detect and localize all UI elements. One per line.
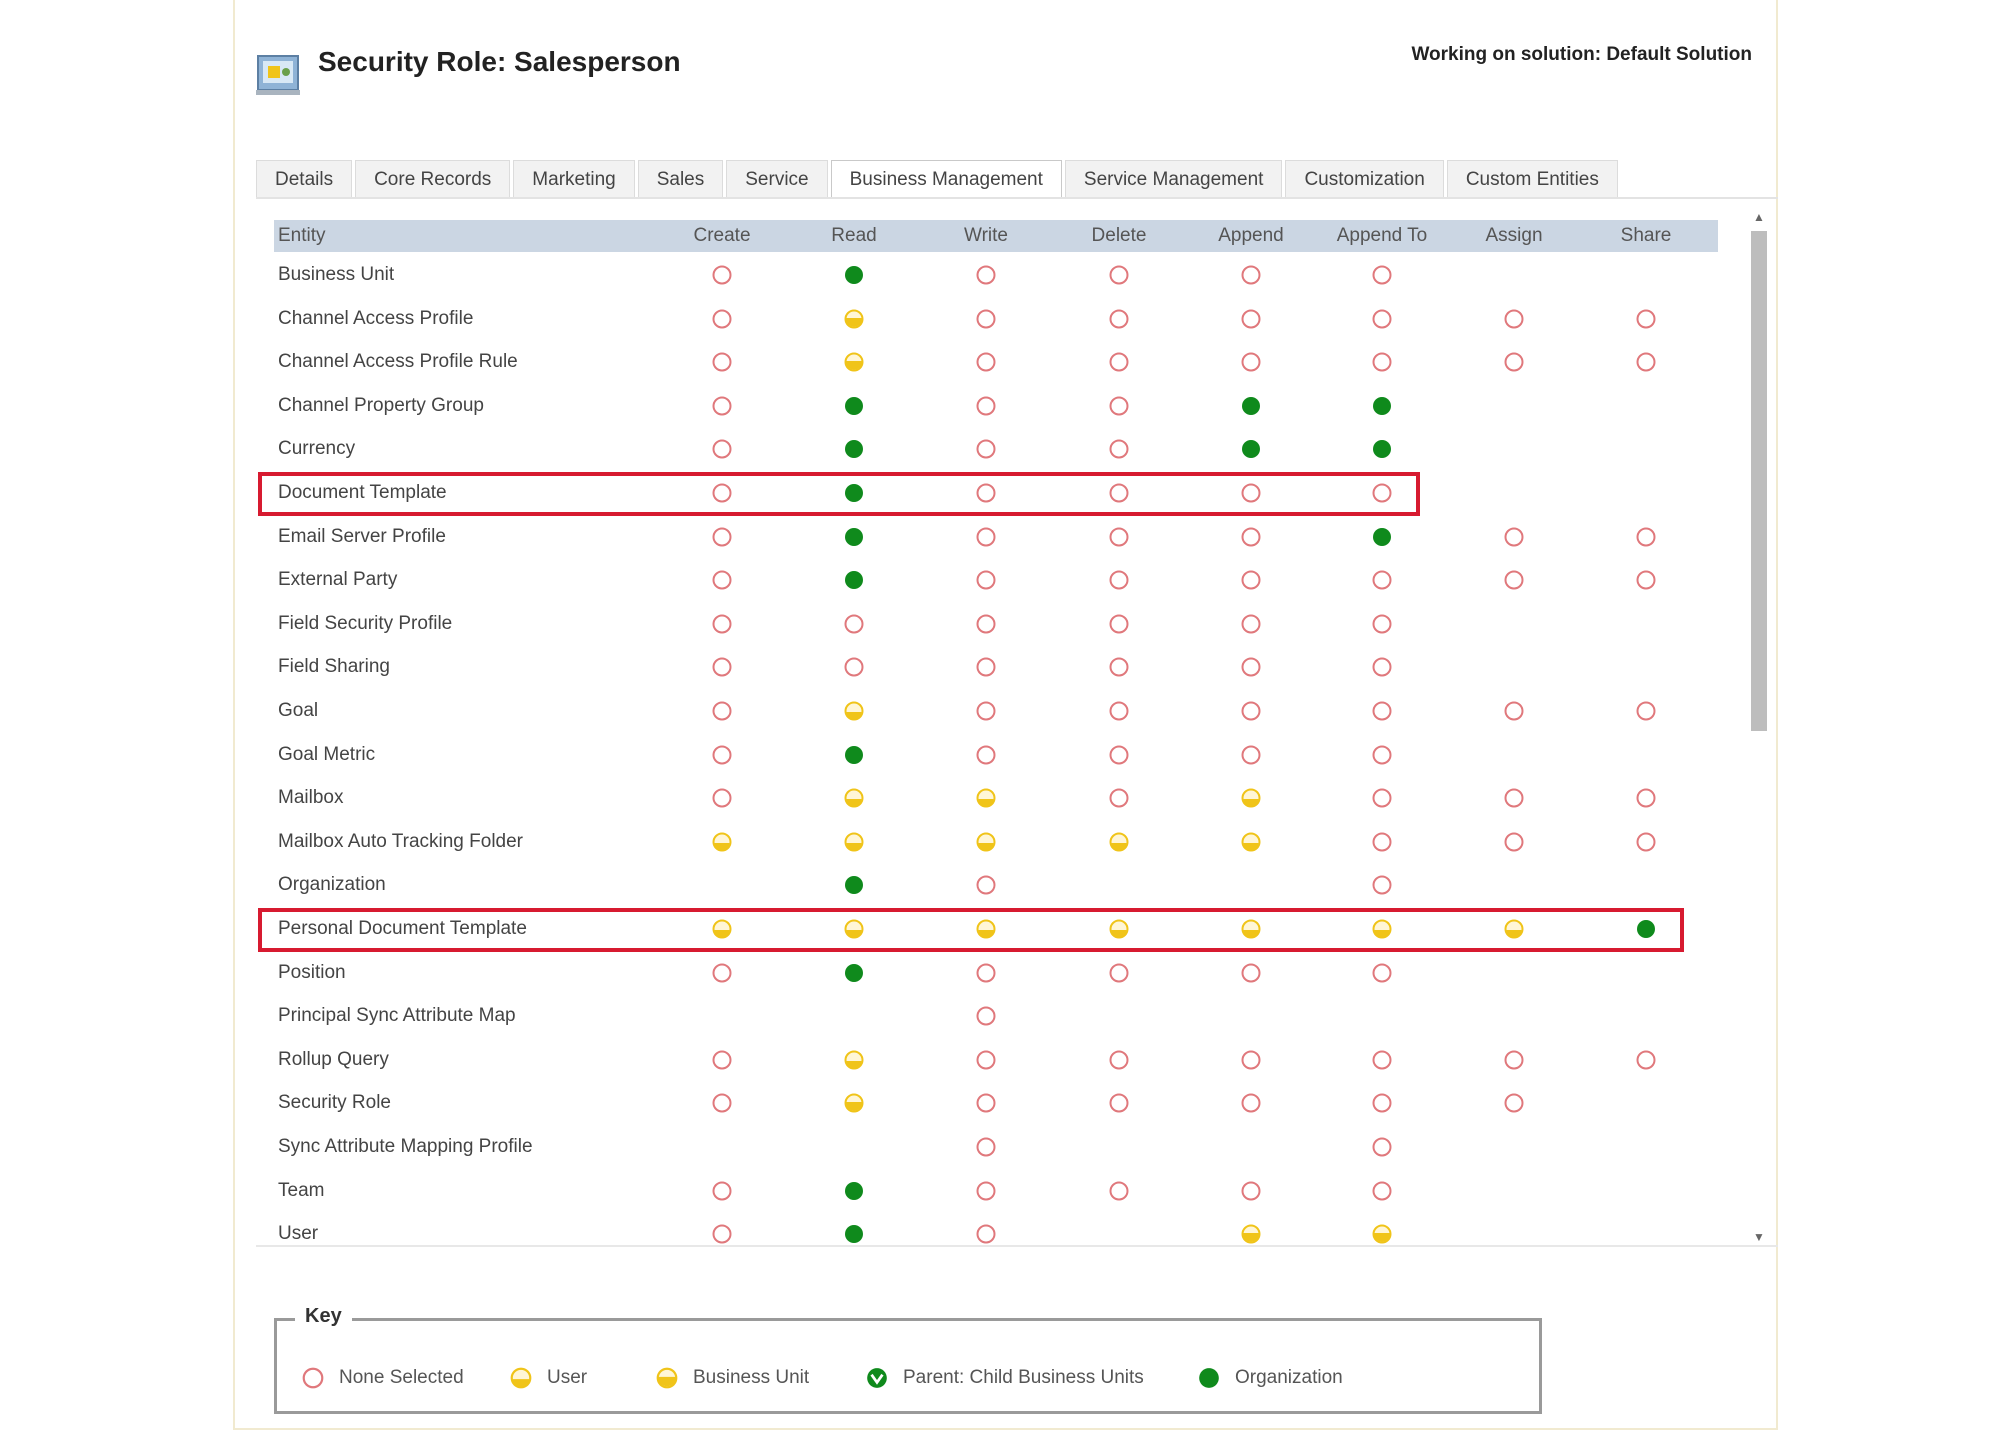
- privilege-none-icon[interactable]: [1503, 787, 1525, 809]
- entity-name: Channel Property Group: [278, 394, 484, 416]
- entity-name: Personal Document Template: [278, 918, 527, 939]
- privilege-none-icon[interactable]: [1108, 438, 1130, 460]
- entity-name: Principal Sync Attribute Map: [278, 1005, 516, 1027]
- privilege-none-icon[interactable]: [1371, 744, 1393, 766]
- tab-custom-entities[interactable]: Custom Entities: [1447, 160, 1618, 198]
- privilege-none-icon[interactable]: [975, 1223, 997, 1245]
- privilege-none-icon[interactable]: [1240, 962, 1262, 984]
- tab-customization[interactable]: Customization: [1285, 160, 1443, 198]
- privilege-none-icon[interactable]: [1371, 700, 1393, 722]
- table-row: [274, 340, 1718, 384]
- privilege-none-icon[interactable]: [1108, 1180, 1130, 1202]
- privilege-none-icon[interactable]: [1240, 1092, 1262, 1114]
- legend-item-org: [1197, 1365, 1343, 1391]
- privilege-none-icon[interactable]: [1240, 744, 1262, 766]
- entity-name: Sync Attribute Mapping Profile: [278, 1136, 533, 1157]
- solution-label: Working on solution: Default Solution: [1411, 44, 1752, 65]
- privilege-org-icon[interactable]: [843, 526, 865, 548]
- table-row: [274, 863, 1718, 907]
- privilege-none-icon[interactable]: [975, 1005, 997, 1027]
- entity-name: Mailbox: [278, 787, 344, 809]
- privilege-org-icon[interactable]: [1371, 526, 1393, 548]
- entity-name: Organization: [278, 874, 386, 896]
- entity-name: Currency: [278, 438, 356, 460]
- table-row: [274, 994, 1718, 1038]
- privilege-none-icon[interactable]: [711, 613, 733, 635]
- row-highlight-box: [258, 908, 1684, 952]
- privilege-user-icon[interactable]: [975, 787, 997, 809]
- privilege-none-icon[interactable]: [1108, 700, 1130, 722]
- privilege-none-icon[interactable]: [711, 264, 733, 286]
- privilege-none-icon[interactable]: [1371, 1136, 1393, 1158]
- entity-name: Goal Metric: [278, 743, 376, 765]
- privilege-bu-icon[interactable]: [1371, 1223, 1393, 1245]
- privilege-none-icon[interactable]: [1108, 1092, 1130, 1114]
- privilege-none-icon[interactable]: [1503, 831, 1525, 853]
- privilege-none-icon[interactable]: [711, 962, 733, 984]
- tab-business-management[interactable]: Business Management: [831, 160, 1062, 198]
- privilege-none-icon[interactable]: [711, 656, 733, 678]
- legend-parent-icon: [865, 1366, 889, 1390]
- privilege-none-icon[interactable]: [1108, 351, 1130, 373]
- privilege-none-icon[interactable]: [975, 308, 997, 330]
- table-row: [274, 427, 1718, 471]
- column-header-read[interactable]: Read: [831, 225, 877, 246]
- privilege-none-icon[interactable]: [1108, 308, 1130, 330]
- privilege-none-icon[interactable]: [975, 1136, 997, 1158]
- privilege-user-icon[interactable]: [843, 831, 865, 853]
- privilege-none-icon[interactable]: [1635, 308, 1657, 330]
- table-row: [274, 951, 1718, 995]
- privilege-user-icon[interactable]: [843, 1049, 865, 1071]
- legend-label: Organization: [1235, 1367, 1343, 1388]
- table-row: [274, 1212, 1718, 1256]
- privilege-bu-icon[interactable]: [843, 1092, 865, 1114]
- privilege-none-icon[interactable]: [975, 351, 997, 373]
- privilege-none-icon[interactable]: [1240, 569, 1262, 591]
- entity-name: Team: [278, 1179, 325, 1201]
- privilege-none-icon[interactable]: [1503, 526, 1525, 548]
- privilege-none-icon[interactable]: [711, 1180, 733, 1202]
- table-row: [274, 384, 1718, 428]
- security-role-icon: [254, 48, 304, 100]
- privilege-user-icon[interactable]: [1240, 787, 1262, 809]
- privilege-none-icon[interactable]: [1108, 962, 1130, 984]
- privilege-bu-icon[interactable]: [843, 308, 865, 330]
- privilege-none-icon[interactable]: [711, 787, 733, 809]
- privilege-none-icon[interactable]: [1240, 613, 1262, 635]
- privilege-none-icon[interactable]: [1240, 1049, 1262, 1071]
- privilege-none-icon[interactable]: [1371, 351, 1393, 373]
- privilege-org-icon[interactable]: [1240, 395, 1262, 417]
- privilege-user-icon[interactable]: [1240, 831, 1262, 853]
- privilege-none-icon[interactable]: [1108, 526, 1130, 548]
- entity-name: Channel Access Profile Rule: [278, 351, 518, 373]
- privilege-none-icon[interactable]: [1240, 351, 1262, 373]
- privilege-org-icon[interactable]: [843, 438, 865, 460]
- privilege-none-icon[interactable]: [1108, 613, 1130, 635]
- privilege-org-icon[interactable]: [1240, 438, 1262, 460]
- legend-item-bu: [655, 1365, 809, 1391]
- privilege-org-icon[interactable]: [843, 264, 865, 286]
- privilege-none-icon[interactable]: [1371, 308, 1393, 330]
- privilege-none-icon[interactable]: [1240, 308, 1262, 330]
- privilege-none-icon[interactable]: [1108, 395, 1130, 417]
- privilege-none-icon[interactable]: [1240, 264, 1262, 286]
- privilege-org-icon[interactable]: [1371, 438, 1393, 460]
- privilege-none-icon[interactable]: [1635, 351, 1657, 373]
- table-row: [274, 645, 1718, 689]
- privilege-user-icon[interactable]: [975, 831, 997, 853]
- privilege-none-icon[interactable]: [1371, 831, 1393, 853]
- privilege-org-icon[interactable]: [843, 1180, 865, 1202]
- legend-none-icon: [301, 1366, 325, 1390]
- privilege-none-icon[interactable]: [975, 874, 997, 896]
- table-row: [274, 297, 1718, 341]
- privilege-none-icon[interactable]: [1108, 264, 1130, 286]
- legend-label: Parent: Child Business Units: [903, 1367, 1144, 1388]
- column-header-write[interactable]: Write: [964, 225, 1008, 246]
- privilege-none-icon[interactable]: [711, 569, 733, 591]
- privilege-org-icon[interactable]: [843, 874, 865, 896]
- privilege-user-icon[interactable]: [711, 831, 733, 853]
- privilege-none-icon[interactable]: [1240, 656, 1262, 678]
- legend-bu-icon: [655, 1366, 679, 1390]
- scroll-thumb[interactable]: [1751, 231, 1767, 731]
- privilege-none-icon[interactable]: [975, 613, 997, 635]
- entity-name: User: [278, 1223, 319, 1245]
- privilege-none-icon[interactable]: [1503, 308, 1525, 330]
- entity-name: Business Unit: [278, 264, 395, 285]
- privilege-none-icon[interactable]: [975, 264, 997, 286]
- privilege-none-icon[interactable]: [975, 395, 997, 417]
- scroll-down-arrow-icon[interactable]: ▼: [1753, 1230, 1765, 1244]
- column-header-append[interactable]: Append: [1218, 225, 1284, 246]
- entity-name: Channel Access Profile: [278, 307, 474, 329]
- privilege-org-icon[interactable]: [843, 962, 865, 984]
- table-row: [274, 1125, 1718, 1169]
- privilege-org-icon[interactable]: [843, 1223, 865, 1245]
- privilege-none-icon[interactable]: [711, 351, 733, 373]
- column-header-delete[interactable]: Delete: [1091, 225, 1147, 246]
- entity-name: Goal: [278, 700, 319, 721]
- table-row: [274, 558, 1718, 602]
- table-row: [274, 820, 1718, 864]
- privilege-none-icon[interactable]: [1503, 569, 1525, 591]
- legend-item-none: [301, 1365, 464, 1391]
- grid-header: [274, 220, 1718, 252]
- privilege-none-icon[interactable]: [1108, 569, 1130, 591]
- privilege-none-icon[interactable]: [1371, 656, 1393, 678]
- privilege-none-icon[interactable]: [711, 700, 733, 722]
- grid-scrollbar[interactable]: [1746, 207, 1772, 1247]
- legend-label: None Selected: [339, 1367, 464, 1388]
- entity-name: Mailbox Auto Tracking Folder: [278, 830, 524, 852]
- privilege-none-icon[interactable]: [843, 613, 865, 635]
- entity-name: Field Sharing: [278, 656, 390, 678]
- entity-name: External Party: [278, 569, 398, 591]
- privilege-none-icon[interactable]: [975, 962, 997, 984]
- entity-name: Email Server Profile: [278, 525, 446, 547]
- entity-name: Document Template: [278, 482, 447, 503]
- legend-title: Key: [295, 1305, 352, 1328]
- legend-label: User: [547, 1367, 588, 1388]
- column-header-append-to[interactable]: Append To: [1336, 225, 1428, 246]
- page-title: Security Role: Salesperson: [318, 46, 681, 77]
- table-row: [274, 733, 1718, 777]
- table-row: [274, 602, 1718, 646]
- row-highlight-box: [258, 472, 1420, 516]
- privilege-none-icon[interactable]: [843, 656, 865, 678]
- privilege-bu-icon[interactable]: [1240, 1223, 1262, 1245]
- legend-box: [274, 1305, 1542, 1414]
- privilege-none-icon[interactable]: [1240, 526, 1262, 548]
- privilege-none-icon[interactable]: [975, 569, 997, 591]
- privilege-org-icon[interactable]: [1371, 395, 1393, 417]
- privilege-org-icon[interactable]: [843, 569, 865, 591]
- table-row: [274, 1038, 1718, 1082]
- privilege-none-icon[interactable]: [975, 656, 997, 678]
- privilege-none-icon[interactable]: [1635, 1049, 1657, 1071]
- privilege-none-icon[interactable]: [1371, 569, 1393, 591]
- tab-core-records[interactable]: Core Records: [355, 160, 510, 198]
- column-header-entity[interactable]: Entity: [278, 225, 326, 246]
- privilege-user-icon[interactable]: [843, 700, 865, 722]
- privilege-none-icon[interactable]: [1503, 351, 1525, 373]
- privilege-none-icon[interactable]: [1108, 787, 1130, 809]
- table-row: [274, 776, 1718, 820]
- legend-label: Business Unit: [693, 1367, 810, 1388]
- privilege-none-icon[interactable]: [1240, 1180, 1262, 1202]
- table-row: [274, 515, 1718, 559]
- table-row: [274, 1169, 1718, 1213]
- privilege-none-icon[interactable]: [1371, 613, 1393, 635]
- privilege-org-icon[interactable]: [843, 395, 865, 417]
- privilege-none-icon[interactable]: [1635, 569, 1657, 591]
- privilege-none-icon[interactable]: [1371, 1180, 1393, 1202]
- privilege-none-icon[interactable]: [711, 395, 733, 417]
- privilege-none-icon[interactable]: [1240, 700, 1262, 722]
- privilege-none-icon[interactable]: [1503, 1092, 1525, 1114]
- privilege-bu-icon[interactable]: [843, 351, 865, 373]
- privilege-none-icon[interactable]: [711, 1223, 733, 1245]
- tab-marketing[interactable]: Marketing: [513, 160, 634, 198]
- privilege-none-icon[interactable]: [1503, 1049, 1525, 1071]
- tab-sales[interactable]: Sales: [638, 160, 724, 198]
- tab-service[interactable]: Service: [726, 160, 827, 198]
- table-row: [274, 1081, 1718, 1125]
- privilege-none-icon[interactable]: [1108, 744, 1130, 766]
- entity-name: Position: [278, 961, 346, 983]
- privilege-none-icon[interactable]: [1503, 700, 1525, 722]
- privilege-none-icon[interactable]: [1371, 264, 1393, 286]
- privilege-none-icon[interactable]: [711, 1049, 733, 1071]
- tab-strip: [256, 160, 1621, 198]
- privilege-none-icon[interactable]: [711, 438, 733, 460]
- entity-name: Field Security Profile: [278, 612, 453, 634]
- privilege-none-icon[interactable]: [711, 1092, 733, 1114]
- privilege-none-icon[interactable]: [975, 700, 997, 722]
- privilege-none-icon[interactable]: [1371, 874, 1393, 896]
- legend-item-user: [509, 1365, 587, 1391]
- column-header-create[interactable]: Create: [693, 225, 751, 246]
- privilege-none-icon[interactable]: [975, 438, 997, 460]
- entity-name: Security Role: [278, 1092, 391, 1114]
- privilege-none-icon[interactable]: [1635, 831, 1657, 853]
- privilege-user-icon[interactable]: [843, 787, 865, 809]
- privilege-none-icon[interactable]: [1371, 1092, 1393, 1114]
- privilege-none-icon[interactable]: [1635, 700, 1657, 722]
- privilege-user-icon[interactable]: [1108, 831, 1130, 853]
- tab-details[interactable]: Details: [256, 160, 352, 198]
- privilege-none-icon[interactable]: [1635, 526, 1657, 548]
- table-row: [274, 689, 1718, 733]
- privilege-none-icon[interactable]: [1371, 1049, 1393, 1071]
- column-header-assign[interactable]: Assign: [1485, 225, 1543, 246]
- privilege-none-icon[interactable]: [711, 744, 733, 766]
- scroll-up-arrow-icon[interactable]: ▲: [1753, 210, 1765, 224]
- privilege-none-icon[interactable]: [1635, 787, 1657, 809]
- privilege-none-icon[interactable]: [711, 526, 733, 548]
- privilege-none-icon[interactable]: [1371, 962, 1393, 984]
- tab-service-management[interactable]: Service Management: [1065, 160, 1283, 198]
- legend-org-icon: [1197, 1366, 1221, 1390]
- privilege-org-icon[interactable]: [843, 744, 865, 766]
- privilege-none-icon[interactable]: [1108, 656, 1130, 678]
- privilege-none-icon[interactable]: [975, 1049, 997, 1071]
- legend-user-icon: [509, 1366, 533, 1390]
- privilege-none-icon[interactable]: [711, 308, 733, 330]
- privilege-none-icon[interactable]: [1108, 1049, 1130, 1071]
- legend-item-parent: [865, 1365, 1144, 1391]
- table-row: [274, 253, 1718, 297]
- column-header-share[interactable]: Share: [1620, 225, 1672, 246]
- entity-name: Rollup Query: [278, 1048, 389, 1070]
- privilege-none-icon[interactable]: [1371, 787, 1393, 809]
- privilege-none-icon[interactable]: [975, 1092, 997, 1114]
- privilege-none-icon[interactable]: [975, 1180, 997, 1202]
- privilege-none-icon[interactable]: [975, 744, 997, 766]
- privilege-none-icon[interactable]: [975, 526, 997, 548]
